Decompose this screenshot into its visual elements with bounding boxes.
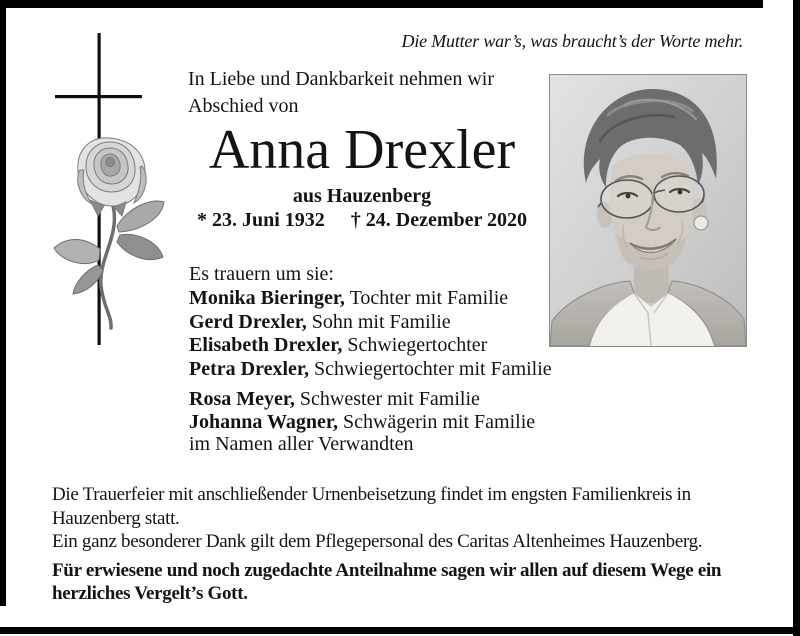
cross-and-rose-illustration [40, 20, 180, 350]
death-date: † 24. Dezember 2020 [350, 209, 528, 231]
mourner-relation: Tochter mit Familie [344, 287, 509, 309]
funeral-line-1: Die Trauerfeier mit anschließender Urnenbeisetzung findet im engsten Familienkreis in [52, 484, 691, 505]
mourners-relatives [189, 388, 535, 456]
thanks-text [52, 559, 721, 605]
mourner-name: Elisabeth Drexler, [189, 334, 343, 356]
birth-date: * 23. Juni 1932 [196, 209, 325, 231]
closing-line: im Namen aller Verwandten [189, 433, 414, 455]
thanks-line-1: Für erwiesene und noch zugedachte Anteilnahme sagen wir allen auf diesem Wege ein [52, 560, 722, 581]
motto-line: Die Mutter war’s, was braucht’s der Worte mehr. [401, 31, 743, 51]
portrait-photo [549, 74, 747, 347]
origin-line: aus Hauzenberg [292, 185, 432, 207]
mourners-family [189, 287, 552, 381]
life-dates [187, 209, 537, 232]
rose-stem [101, 202, 115, 328]
mourner-relation: Schwester mit Familie [294, 388, 480, 410]
funeral-line-2: Hauzenberg statt. [52, 507, 180, 529]
mourner-name: Johanna Wagner, [189, 410, 338, 433]
mourning-intro: Es trauern um sie: [189, 263, 334, 285]
intro-line-1: In Liebe und Dankbarkeit nehmen wir [188, 68, 495, 90]
mourner-row [189, 311, 552, 335]
mourner-row [189, 411, 535, 434]
mourner-row [189, 388, 535, 411]
deceased-name: Anna Drexler [208, 119, 516, 181]
mourner-relation: Sohn mit Familie [306, 310, 451, 333]
scan-border-right [793, 0, 800, 636]
pearl-earring-icon [694, 216, 708, 230]
mourner-row [189, 334, 552, 358]
mourner-name: Rosa Meyer, [189, 388, 295, 410]
intro-line-2: Abschied von [188, 95, 299, 117]
funeral-line-3: Ein ganz besonderer Dank gilt dem Pflegepersonal des Caritas Altenheimes Hauzenberg. [52, 531, 703, 552]
intro-text [188, 66, 494, 120]
scan-border-top [0, 0, 763, 8]
mourner-relation: Schwiegertochter [342, 334, 488, 356]
mourner-name: Gerd Drexler, [189, 310, 307, 333]
portrait-drawing [550, 75, 746, 346]
mourner-row [189, 287, 552, 311]
mourner-relation: Schwiegertochter mit Familie [308, 357, 552, 380]
scan-border-left [0, 0, 6, 606]
scan-border-bottom [0, 627, 800, 634]
mourner-name: Monika Bieringer, [189, 287, 345, 309]
mourner-relation: Schwägerin mit Familie [337, 410, 536, 433]
thanks-line-2: herzliches Vergelt’s Gott. [52, 583, 248, 604]
rose-icon [78, 138, 147, 216]
mourner-name: Petra Drexler, [189, 357, 309, 380]
mourner-row [189, 358, 552, 382]
funeral-information [52, 483, 702, 554]
